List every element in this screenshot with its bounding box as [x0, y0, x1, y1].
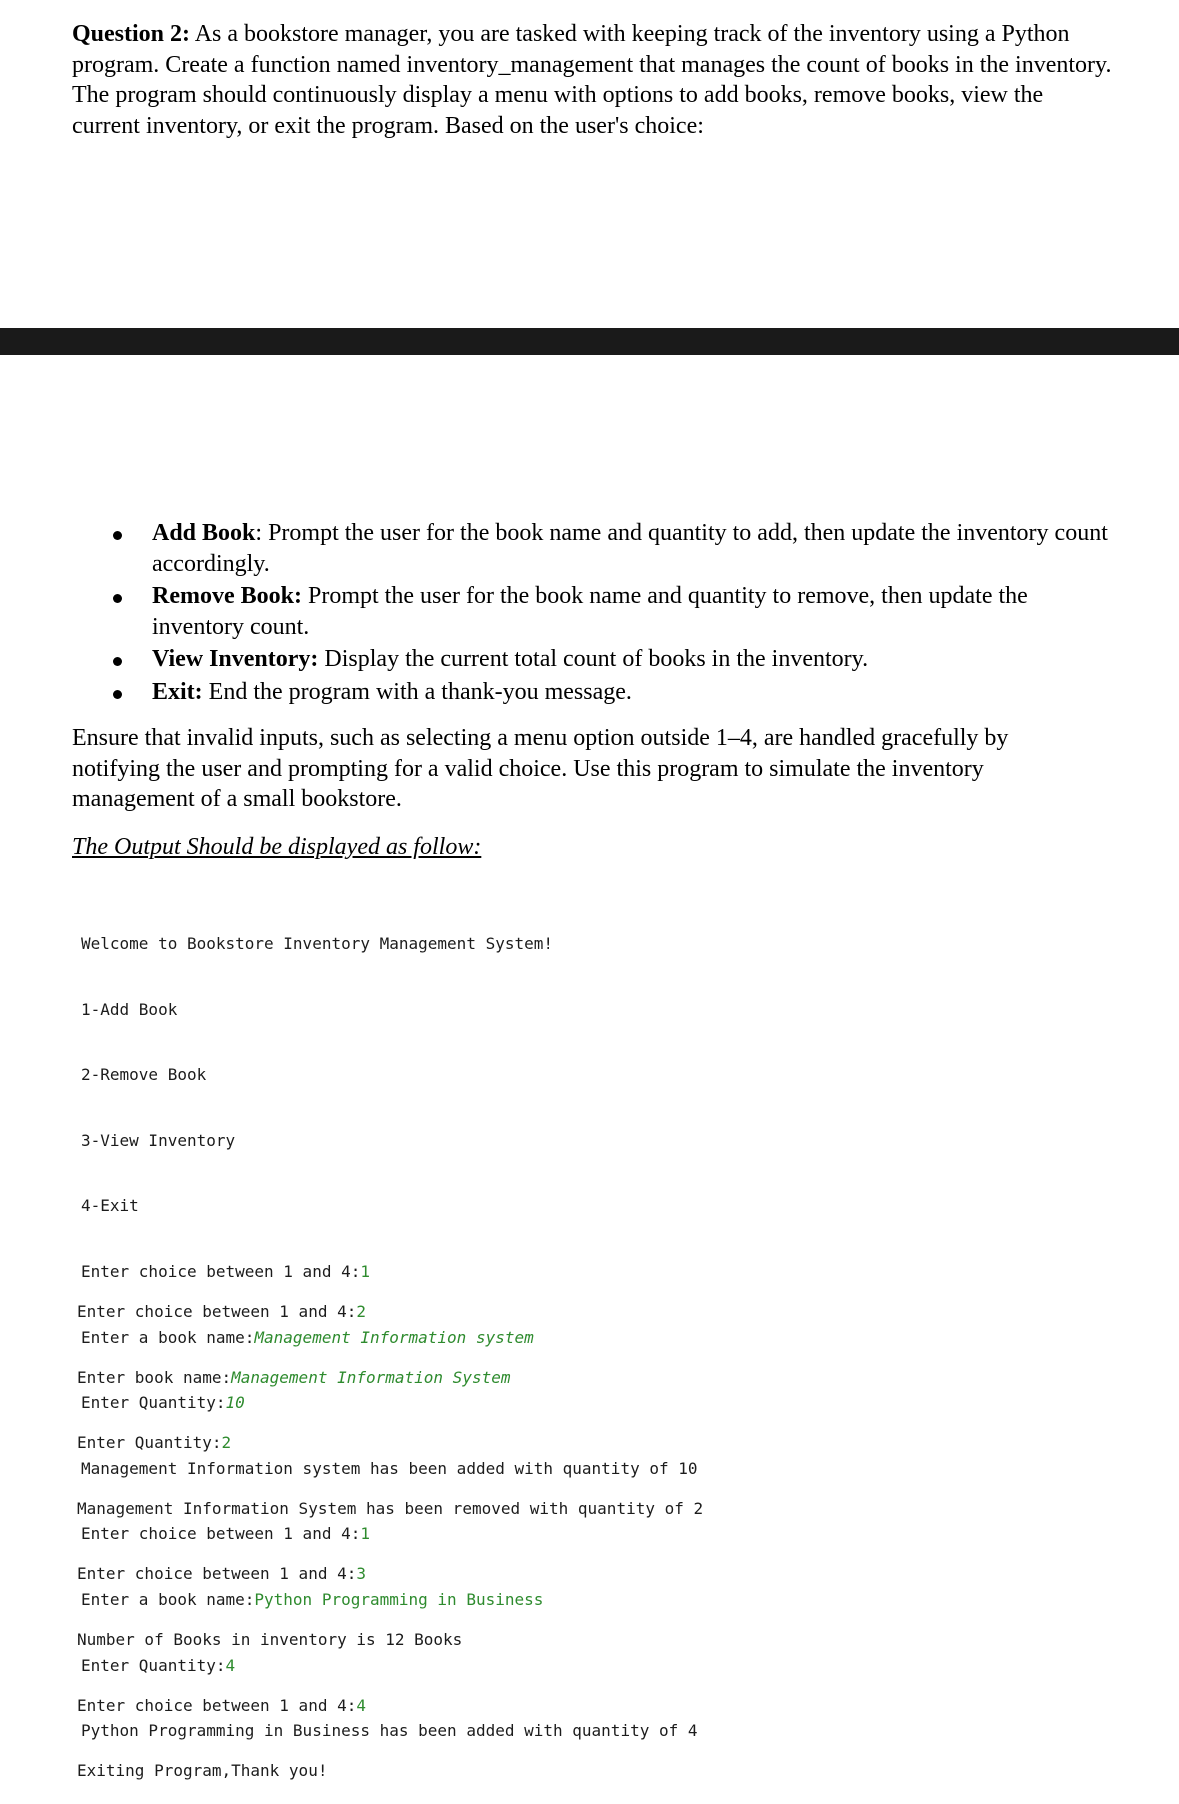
- console-line: [77, 1298, 703, 1326]
- menu-item: 3-View Inventory: [81, 1130, 236, 1150]
- prompt-text: Enter a book name:: [81, 1589, 255, 1609]
- user-input: 4: [225, 1655, 236, 1675]
- user-input: 3: [356, 1564, 366, 1584]
- bullet-text: Prompt the user for the book name and quantity to add, then update the inventory count accordingly.: [152, 520, 1108, 577]
- user-input: Management Information System: [231, 1367, 511, 1387]
- prompt-text: Enter choice between 1 and 4:: [77, 1564, 357, 1584]
- console-output-2: [77, 1260, 703, 1804]
- user-input: 1: [360, 1524, 370, 1544]
- console-line: [81, 1127, 698, 1155]
- console-line: [77, 1626, 703, 1654]
- prompt-text: Enter choice between 1 and 4:: [77, 1695, 357, 1715]
- bullet-label: Remove Book:: [152, 583, 302, 609]
- output-message: Python Programming in Business has been added with quantity of 4: [81, 1721, 698, 1741]
- list-item: [152, 518, 1112, 579]
- menu-item: 1-Add Book: [81, 999, 178, 1019]
- bullet-icon: [113, 594, 122, 603]
- console-line: [81, 1061, 698, 1089]
- prompt-text: Enter Quantity:: [77, 1433, 222, 1453]
- bullet-text: End the program with a thank-you message.: [202, 678, 632, 705]
- option-list: [152, 518, 1112, 709]
- console-line: [77, 1560, 703, 1588]
- user-input: Management Information system: [254, 1327, 534, 1347]
- prompt-text: Enter choice between 1 and 4:: [81, 1524, 361, 1544]
- user-input: 10: [225, 1393, 245, 1413]
- user-input: 4: [356, 1695, 366, 1715]
- console-line: [77, 1364, 703, 1392]
- prompt-text: Enter choice between 1 and 4:: [81, 1261, 361, 1281]
- bullet-label: View Inventory:: [152, 646, 319, 672]
- console-line: [77, 1429, 703, 1457]
- console-line: [81, 930, 698, 958]
- prompt-text: Enter book name:: [77, 1367, 232, 1387]
- bullet-sep: :: [255, 520, 263, 546]
- console-line: [77, 1757, 703, 1785]
- console-line: [81, 1192, 698, 1220]
- user-input: 1: [360, 1261, 370, 1281]
- prompt-text: Enter Quantity:: [81, 1655, 226, 1675]
- menu-item: 2-Remove Book: [81, 1065, 207, 1085]
- prompt-text: Enter Quantity:: [81, 1393, 226, 1413]
- user-input: Python Programming in Business: [254, 1589, 544, 1609]
- bullet-label: Exit:: [152, 678, 203, 705]
- redaction-bar: [0, 328, 1179, 355]
- question-label: Question 2:: [72, 21, 191, 47]
- question-text: As a bookstore manager, you are tasked with keeping track of the inventory using a Python program. Create a function named inventory_management that manages the count of books in the inventory. The program should continuously display a menu with options to add books, remove books, view the current inventory, or exit the program. Based on the user's choice:: [72, 21, 1112, 139]
- bullet-icon: [113, 690, 122, 699]
- console-line: [81, 996, 698, 1024]
- bullet-text: Prompt the user for the book name and quantity to remove, then update the inventory count.: [152, 583, 1028, 640]
- output-message: Number of Books in inventory is 12 Books: [77, 1629, 463, 1649]
- bullet-text: Display the current total count of books in the inventory.: [318, 646, 869, 672]
- user-input: 2: [221, 1433, 232, 1453]
- question-paragraph: [72, 19, 1112, 141]
- prompt-text: Enter choice between 1 and 4:: [77, 1302, 357, 1321]
- menu-item: 4-Exit: [81, 1196, 139, 1216]
- list-item: [152, 644, 1112, 675]
- prompt-text: Enter a book name:: [81, 1327, 255, 1347]
- output-message: Management Information system has been added with quantity of 10: [81, 1458, 698, 1478]
- output-message: Exiting Program,Thank you!: [77, 1761, 328, 1781]
- welcome-text: Welcome to Bookstore Inventory Management System!: [81, 934, 554, 953]
- bullet-label: Add Book: [152, 520, 256, 546]
- list-item: [152, 581, 1112, 642]
- list-item: [152, 677, 1112, 708]
- instructions-paragraph: Ensure that invalid inputs, such as selecting a menu option outside 1–4, are handled gracefully by notifying the user and prompting for a valid choice. Use this program to simulate the inventory management of a small bookstore.: [72, 725, 1009, 812]
- user-input: 2: [356, 1302, 366, 1321]
- console-line: [77, 1495, 703, 1523]
- output-heading: The Output Should be displayed as follow:: [72, 834, 482, 860]
- console-line: [77, 1692, 703, 1720]
- bullet-icon: [113, 531, 122, 540]
- output-message: Management Information System has been removed with quantity of 2: [77, 1498, 704, 1518]
- bullet-icon: [113, 657, 122, 666]
